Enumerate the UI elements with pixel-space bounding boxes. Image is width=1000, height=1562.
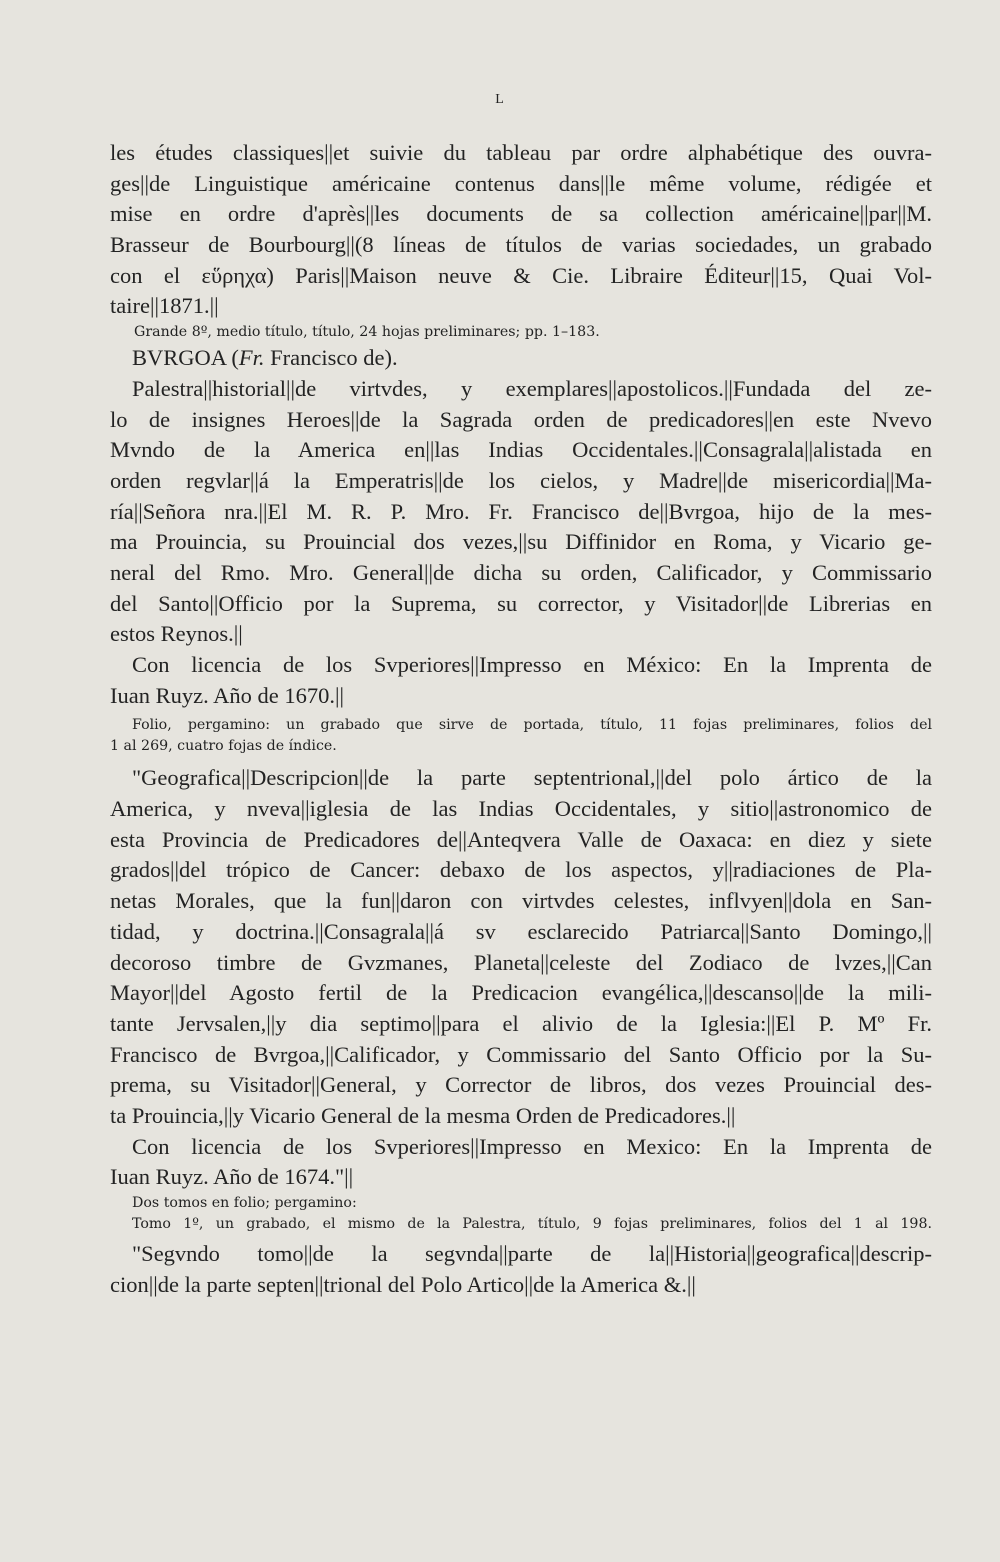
text-line: Brasseur de Bourbourg||(8 líneas de títulos de varias sociedades, un grabado xyxy=(110,232,932,258)
imprint-line: Iuan Ruyz. Año de 1674."|| xyxy=(110,1164,354,1190)
imprint-line: Con licencia de los Svperiores||Impresso en México: En la Imprenta de xyxy=(132,652,932,677)
bibliographic-note: Grande 8º, medio título, título, 24 hojas preliminares; pp. 1–183. xyxy=(134,324,600,341)
text-line: Palestra||historial||de virtvdes, y exemplares||apostolicos.||Fundada del ze- xyxy=(132,375,932,401)
imprint-line: Con licencia de los Svperiores||Impresso en Mexico: En la Imprenta de xyxy=(132,1133,932,1159)
text-line: ma Prouincia, su Prouincial dos vezes,||su Diffinidor en Roma, y Vicario ge- xyxy=(110,529,932,555)
text-line: mise en ordre d'après||les documents de sa collection américaine||par||M. xyxy=(110,201,932,227)
bibliographic-note: Dos tomos en folio; pergamino: xyxy=(132,1195,357,1211)
author-heading-rest: Francisco de). xyxy=(270,345,398,371)
author-name: BVRGOA xyxy=(132,345,226,371)
text-line: decoroso timbre de Gvzmanes, Planeta||celeste del Zodiaco de lvzes,||Can xyxy=(110,949,932,975)
author-heading: BVRGOA (Fr. Francisco de). xyxy=(132,345,398,371)
text-line: tidad, y doctrina.||Consagrala||á sv esclarecido Patriarca||Santo Domingo,|| xyxy=(110,918,932,944)
text-line: prema, su Visitador||General, y Corrector de libros, dos vezes Prouincial des- xyxy=(110,1072,932,1098)
text-line: Mayor||del Agosto fertil de la Predicacion evangélica,||descanso||de la mili- xyxy=(110,980,932,1006)
bibliographic-note: Folio, pergamino: un grabado que sirve de portada, título, 11 fojas preliminares, folios del xyxy=(132,717,932,734)
text-line: cion||de la parte septen||trional del Polo Artico||de la America &.|| xyxy=(110,1271,696,1297)
text-line: estos Reynos.|| xyxy=(110,621,243,647)
text-line: esta Provincia de Predicadores de||Anteqvera Valle de Oaxaca: en diez y siete xyxy=(110,826,932,852)
page-body xyxy=(110,138,932,1300)
text-line: ges||de Linguistique américaine contenus dans||le même volume, rédigée et xyxy=(110,170,932,196)
text-line: con el εὕρηχα) Paris||Maison neuve & Cie. Libraire Éditeur||15, Quai Vol- xyxy=(110,262,932,288)
text-line: les études classiques||et suivie du tableau par ordre alphabétique des ouvra- xyxy=(110,140,932,165)
text-line: ta Prouincia,||y Vicario General de la mesma Orden de Predicadores.|| xyxy=(110,1102,736,1128)
text-line: ría||Señora nra.||El M. R. P. Mro. Fr. Francisco de||Bvrgoa, hijo de la mes- xyxy=(110,498,932,524)
text-line: America, y nveva||iglesia de las Indias Occidentales, y sitio||astronomico de xyxy=(110,796,932,822)
text-line: netas Morales, que la fun||daron con virtvdes celestes, inflvyen||dola en San- xyxy=(110,888,932,914)
text-line: "Geografica||Descripcion||de la parte septentrional,||del polo ártico de la xyxy=(132,765,932,791)
text-line: taire||1871.|| xyxy=(110,293,219,319)
text-line: Mvndo de la America en||las Indias Occidentales.||Consagrala||alistada en xyxy=(110,437,932,463)
bibliographic-note: 1 al 269, cuatro fojas de índice. xyxy=(110,738,337,755)
text-line: "Segvndo tomo||de la segvnda||parte de la||Historia||geografica||descrip- xyxy=(132,1241,932,1266)
text-line: Francisco de Bvrgoa,||Calificador, y Commissario del Santo Officio por la Su- xyxy=(110,1041,932,1067)
bibliographic-note: Tomo 1º, un grabado, el mismo de la Palestra, título, 9 fojas preliminares, folios del 1 al 198. xyxy=(132,1216,932,1232)
author-role: Fr. xyxy=(238,345,265,371)
text-line: neral del Rmo. Mro. General||de dicha su orden, Calificador, y Commissario xyxy=(110,559,932,585)
text-line: grados||del trópico de Cancer: debaxo de los aspectos, y||radiaciones de Pla- xyxy=(110,857,932,883)
page-number: L xyxy=(495,92,505,107)
imprint-line: Iuan Ruyz. Año de 1670.|| xyxy=(110,682,344,708)
text-line: orden regvlar||á la Emperatris||de los cielos, y Madre||de misericordia||Ma- xyxy=(110,467,932,493)
text-line: tante Jervsalen,||y dia septimo||para el alivio de la Iglesia:||El P. Mº Fr. xyxy=(110,1010,932,1036)
text-line: del Santo||Officio por la Suprema, su corrector, y Visitador||de Librerias en xyxy=(110,590,932,616)
text-line: lo de insignes Heroes||de la Sagrada orden de predicadores||en este Nvevo xyxy=(110,406,932,432)
